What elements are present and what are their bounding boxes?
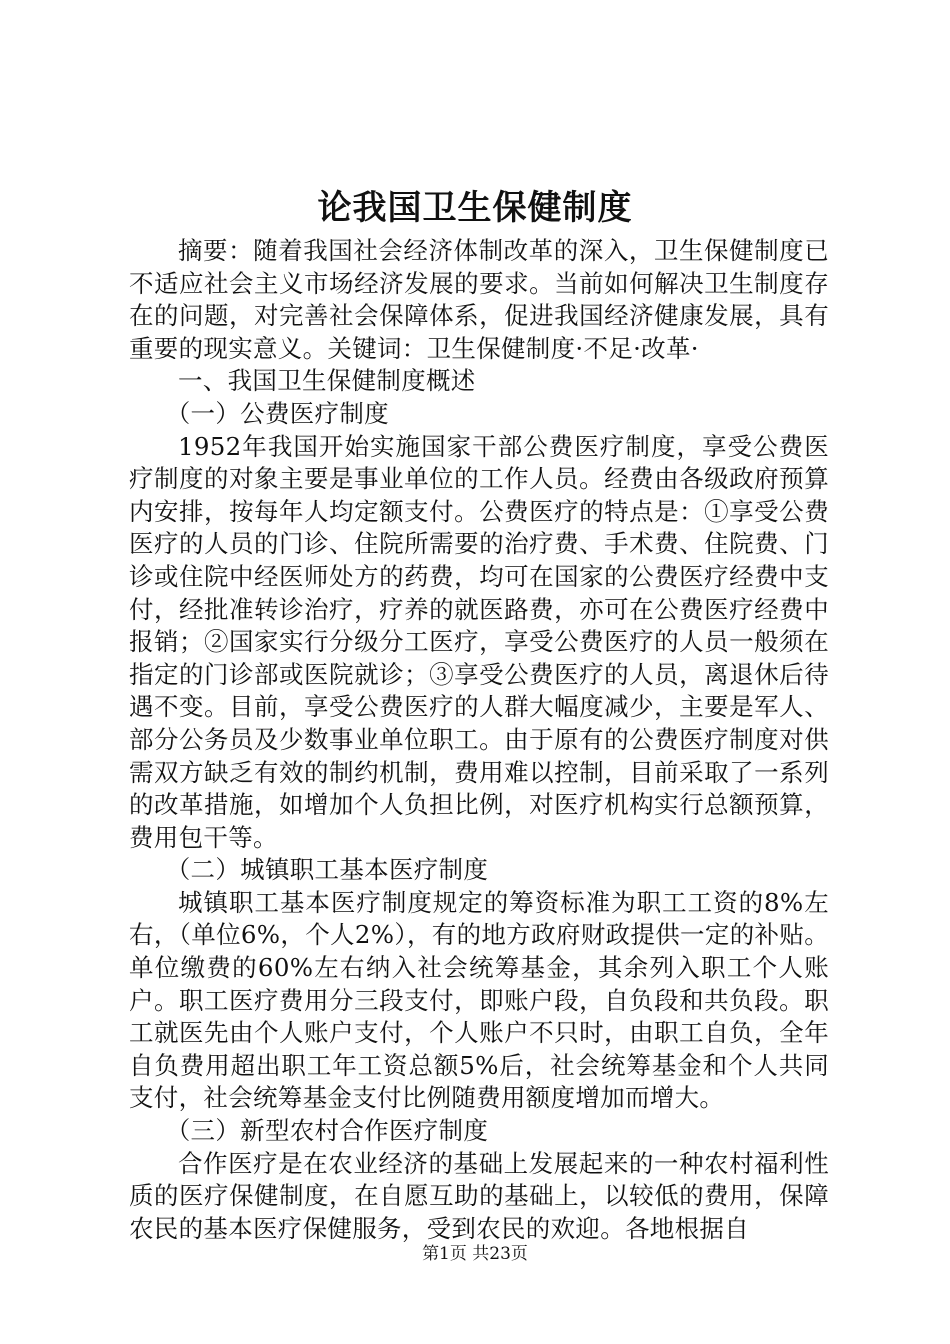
- document-title: 论我国卫生保健制度: [317, 188, 633, 228]
- subsection-heading: （一）公费医疗制度: [165, 398, 389, 428]
- subsection-heading: （二）城镇职工基本医疗制度: [165, 855, 489, 885]
- page-footer: 第1页 共23页: [422, 1244, 528, 1264]
- body-paragraph: 1952年我国开始实施国家干部公费医疗制度，享受公费医疗制度的对象主要是事业单位的工作人员。经费由各级政府预算内安排，按每年人均定额支付。公费医疗的特点是：①享受公费医疗的人员的门诊、住院所需要的治疗费、手术费、住院费、门诊或住院中经医师处方的药费，均可在国家的公费医疗经费中支付，经批准转诊治疗，疗养的就医路费，亦可在公费医疗经费中报销；②国家实行分级分工医疗，享受公费医疗的人员一般须在指定的门诊部或医院就诊；③享受公费医疗的人员，离退休后待遇不变。目前，享受公费医疗的人群大幅度减少，主要是军人、部分公务员及少数事业单位职工。由于原有的公费医疗制度对供需双方缺乏有效的制约机制，费用难以控制，目前采取了一系列的改革措施，如增加个人负担比例，对医疗机构实行总额预算，费用包干等。: [129, 431, 829, 852]
- body-paragraph: 城镇职工基本医疗制度规定的筹资标准为职工工资的8%左右，（单位6%，个人2%），有的地方政府财政提供一定的补贴。单位缴费的60%左右纳入社会统筹基金，其余列入职工个人账户。职工医疗费用分三段支付，即账户段，自负段和共负段。职工就医先由个人账户支付，个人账户不只时，由职工自负，全年自负费用超出职工年工资总额5%后，社会统筹基金和个人共同支付，社会统筹基金支付比例随费用额度增加而增大。: [129, 887, 829, 1113]
- abstract-paragraph: 摘要：随着我国社会经济体制改革的深入，卫生保健制度已不适应社会主义市场经济发展的要求。当前如何解决卫生制度存在的问题，对完善社会保障体系，促进我国经济健康发展，具有重要的现实意义。关键词：卫生保健制度·不足·改革·: [129, 236, 829, 363]
- section-heading: 一、我国卫生保健制度概述: [178, 366, 476, 396]
- document-body: [129, 235, 829, 1245]
- body-paragraph: 合作医疗是在农业经济的基础上发展起来的一种农村福利性质的医疗保健制度，在自愿互助的基础上，以较低的费用，保障农民的基本医疗保健服务，受到农民的欢迎。各地根据自: [129, 1148, 829, 1243]
- subsection-heading: （三）新型农村合作医疗制度: [165, 1116, 489, 1146]
